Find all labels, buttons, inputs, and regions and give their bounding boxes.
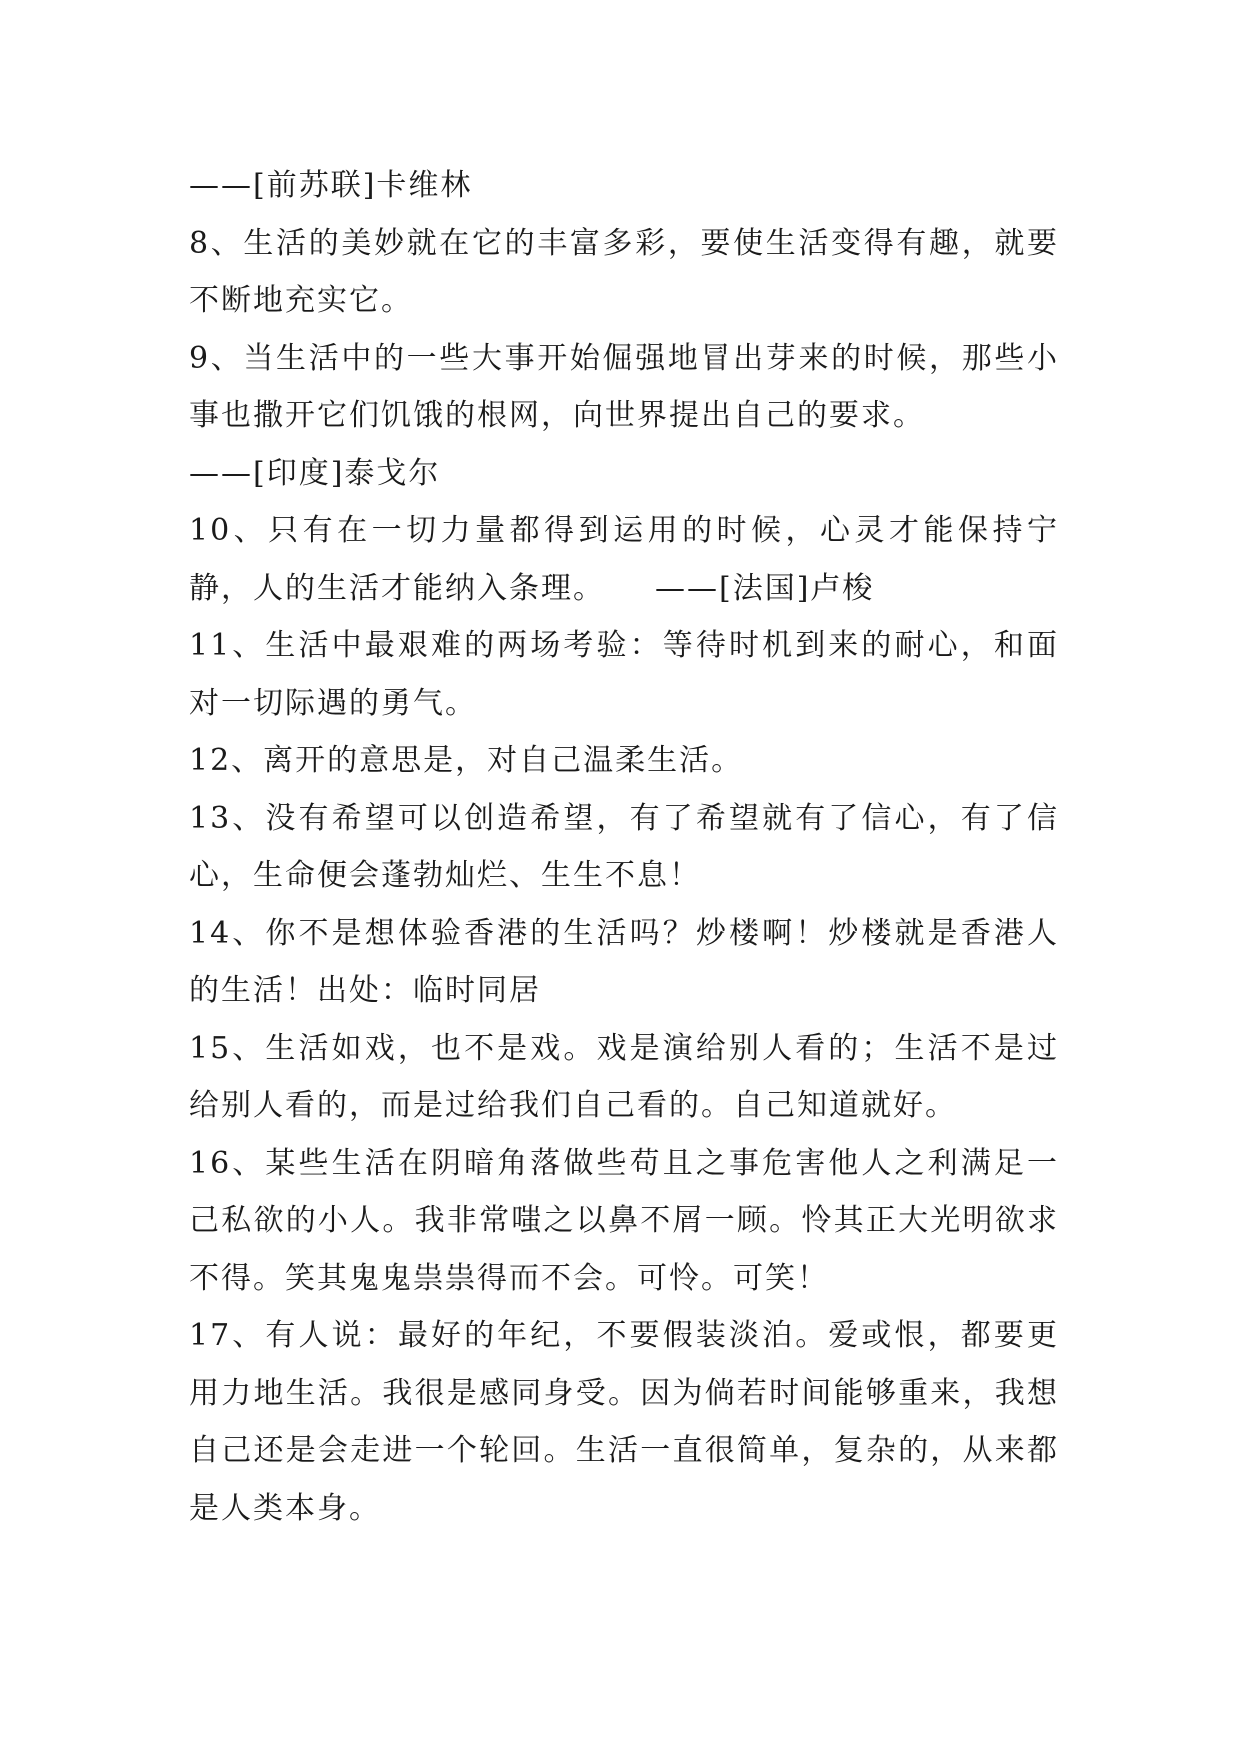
quote-paragraph: 11、生活中最艰难的两场考验：等待时机到来的耐心，和面对一切际遇的勇气。 xyxy=(189,628,1059,721)
quote-paragraph: 17、有人说：最好的年纪，不要假装淡泊。爱或恨，都要更用力地生活。我很是感同身受。因为倘若时间能够重来，我想自己还是会走进一个轮回。生活一直很简单，复杂的，从来都是人类本身。 xyxy=(189,1318,1059,1526)
quote-paragraph: 9、当生活中的一些大事开始倔强地冒出芽来的时候，那些小事也撒开它们饥饿的根网，向世界提出自己的要求。 xyxy=(189,340,1059,433)
quote-paragraph: 16、某些生活在阴暗角落做些苟且之事危害他人之利满足一己私欲的小人。我非常嗤之以鼻不屑一顾。怜其正大光明欲求不得。笑其鬼鬼祟祟得而不会。可怜。可笑！ xyxy=(189,1145,1059,1296)
quote-paragraph: 12、离开的意思是，对自己温柔生活。 xyxy=(189,743,744,778)
quote-attribution: ——[法国]卢梭 xyxy=(655,570,875,606)
quote-paragraph: 13、没有希望可以创造希望，有了希望就有了信心，有了信心，生命便会蓬勃灿烂、生生不息！ xyxy=(189,800,1059,893)
quote-paragraph: 15、生活如戏，也不是戏。戏是演给别人看的；生活不是过给别人看的，而是过给我们自己看的。自己知道就好。 xyxy=(189,1030,1059,1123)
attribution-line: ——[印度]泰戈尔 xyxy=(189,455,441,491)
quote-paragraph: 10、只有在一切力量都得到运用的时候，心灵才能保持宁静，人的生活才能纳入条理。 ——[法国]卢梭 xyxy=(189,513,1059,606)
quote-paragraph: 8、生活的美妙就在它的丰富多彩，要使生活变得有趣，就要不断地充实它。 xyxy=(189,225,1059,318)
document-body xyxy=(189,157,1059,1537)
attribution-line: ——[前苏联]卡维林 xyxy=(189,168,473,203)
quote-paragraph: 14、你不是想体验香港的生活吗？炒楼啊！炒楼就是香港人的生活！出处：临时同居 xyxy=(189,915,1059,1008)
